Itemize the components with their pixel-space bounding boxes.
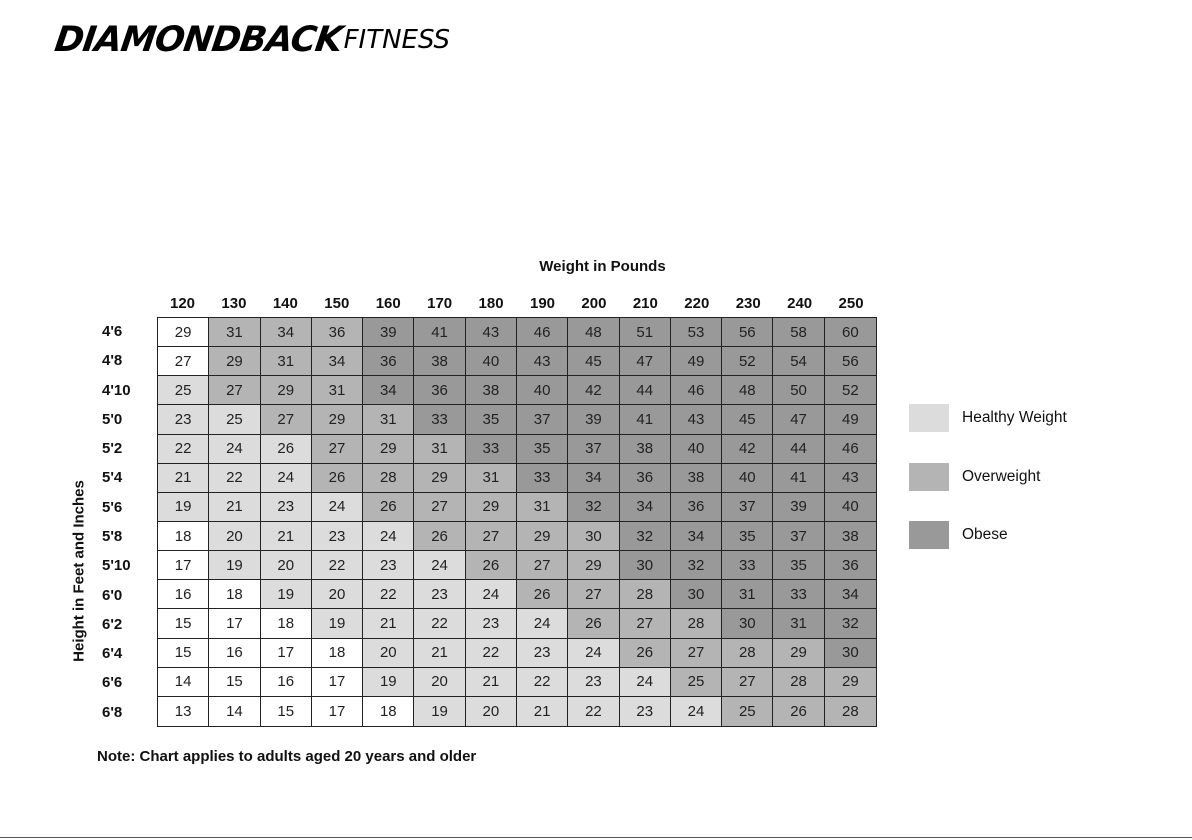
bmi-cell: 27 [209,376,260,405]
bmi-cell: 38 [620,435,671,464]
bmi-cell: 32 [825,609,876,638]
bmi-cell: 23 [620,697,671,726]
bmi-cell: 22 [209,464,260,493]
x-axis-title: Weight in Pounds [539,258,666,275]
legend-swatch-obese [909,521,949,549]
bmi-cell: 18 [209,580,260,609]
bmi-cell: 40 [722,464,773,493]
bmi-cell: 33 [517,464,568,493]
bmi-cell: 27 [722,668,773,697]
bmi-cell: 30 [825,639,876,668]
bmi-cell: 31 [517,493,568,522]
bmi-cell: 27 [466,522,517,551]
row-header: 6'6 [102,674,123,692]
bmi-cell: 38 [825,522,876,551]
logo-sub-text: FITNESS [343,25,451,55]
bmi-cell: 21 [414,639,465,668]
bmi-cell: 56 [722,318,773,347]
bmi-cell: 50 [773,376,824,405]
bmi-cell: 26 [363,493,414,522]
bmi-cell: 23 [517,639,568,668]
bmi-cell: 26 [312,464,363,493]
bmi-cell: 58 [773,318,824,347]
column-header: 220 [684,295,710,312]
bmi-cell: 29 [466,493,517,522]
bmi-cell: 23 [158,405,209,434]
bmi-cell: 22 [158,435,209,464]
bmi-cell: 31 [414,435,465,464]
column-header: 120 [169,295,196,312]
bmi-cell: 56 [825,347,876,376]
bmi-cell: 25 [722,697,773,726]
bmi-cell: 15 [209,668,260,697]
bmi-cell: 28 [671,609,722,638]
bmi-cell: 40 [466,347,517,376]
bmi-cell: 27 [414,493,465,522]
bmi-cell: 20 [414,668,465,697]
y-axis-title: Height in Feet and Inches [70,480,88,662]
column-header: 190 [529,295,556,312]
bmi-cell: 34 [620,493,671,522]
bmi-cell: 22 [517,668,568,697]
column-header: 200 [581,295,607,312]
bmi-cell: 31 [363,405,414,434]
bmi-cell: 40 [671,435,722,464]
bmi-cell: 52 [722,347,773,376]
chart-note: Note: Chart applies to adults aged 20 years and older [97,748,477,765]
bottom-divider [0,837,1192,838]
bmi-cell: 20 [312,580,363,609]
bmi-cell: 37 [722,493,773,522]
bmi-cell: 30 [671,580,722,609]
row-header: 5'6 [102,498,123,516]
bmi-cell: 23 [568,668,619,697]
bmi-cell: 23 [466,609,517,638]
row-header: 5'2 [102,440,123,458]
bmi-cell: 29 [261,376,312,405]
bmi-cell: 18 [261,609,312,638]
bmi-cell: 34 [261,318,312,347]
bmi-cell: 26 [773,697,824,726]
bmi-cell: 24 [312,493,363,522]
bmi-cell: 37 [773,522,824,551]
bmi-cell: 48 [568,318,619,347]
bmi-cell: 60 [825,318,876,347]
bmi-cell: 18 [363,697,414,726]
row-header: 6'2 [102,615,123,633]
logo-main-text: DIAMONDBACK [52,20,345,60]
bmi-cell: 31 [209,318,260,347]
bmi-cell: 24 [517,609,568,638]
column-header: 180 [478,295,504,312]
bmi-cell: 28 [722,639,773,668]
bmi-cell: 15 [158,639,209,668]
bmi-cell: 26 [517,580,568,609]
bmi-cell: 17 [158,551,209,580]
bmi-cell: 40 [517,376,568,405]
bmi-cell: 14 [158,668,209,697]
bmi-cell: 27 [312,435,363,464]
bmi-cell: 25 [671,668,722,697]
bmi-cell: 22 [414,609,465,638]
row-header: 6'8 [102,703,123,721]
bmi-cell: 30 [620,551,671,580]
bmi-cell: 31 [773,609,824,638]
bmi-cell: 16 [158,580,209,609]
bmi-cell: 16 [261,668,312,697]
bmi-cell: 32 [671,551,722,580]
bmi-cell: 25 [209,405,260,434]
bmi-cell: 41 [773,464,824,493]
bmi-cell: 29 [825,668,876,697]
bmi-cell: 27 [517,551,568,580]
column-header: 160 [375,295,401,312]
row-header: 4'10 [102,381,131,399]
bmi-cell: 37 [517,405,568,434]
legend-label-overweight: Overweight [962,468,1041,485]
bmi-cell: 24 [261,464,312,493]
bmi-cell: 25 [158,376,209,405]
bmi-cell: 36 [414,376,465,405]
bmi-cell: 34 [312,347,363,376]
bmi-cell: 23 [261,493,312,522]
bmi-cell: 45 [722,405,773,434]
row-header: 5'4 [102,469,123,487]
bmi-cell: 31 [261,347,312,376]
bmi-cell: 30 [722,609,773,638]
bmi-cell: 33 [466,435,517,464]
bmi-cell: 23 [414,580,465,609]
bmi-cell: 28 [773,668,824,697]
bmi-cell: 33 [414,405,465,434]
column-header: 230 [735,295,761,312]
row-header: 5'10 [102,557,131,575]
bmi-cell: 13 [158,697,209,726]
bmi-cell: 28 [363,464,414,493]
bmi-cell: 52 [825,376,876,405]
bmi-cell: 42 [568,376,619,405]
bmi-cell: 19 [158,493,209,522]
bmi-cell: 31 [312,376,363,405]
row-header: 5'8 [102,528,123,545]
bmi-cell: 29 [414,464,465,493]
bmi-cell: 19 [414,697,465,726]
bmi-cell: 36 [312,318,363,347]
bmi-cell: 26 [414,522,465,551]
column-header: 240 [787,295,813,312]
legend-swatch-overweight [909,463,949,491]
column-header: 170 [427,295,453,312]
legend-swatch-healthy [909,404,949,432]
bmi-cell: 54 [773,347,824,376]
bmi-cell: 51 [620,318,671,347]
bmi-cell: 21 [261,522,312,551]
bmi-cell: 34 [568,464,619,493]
bmi-cell: 21 [517,697,568,726]
bmi-cell: 35 [722,522,773,551]
bmi-cell: 34 [363,376,414,405]
bmi-cell: 24 [414,551,465,580]
bmi-cell: 17 [209,609,260,638]
bmi-cell: 48 [722,376,773,405]
bmi-cell: 38 [466,376,517,405]
bmi-cell: 26 [261,435,312,464]
bmi-cell: 32 [568,493,619,522]
column-header: 150 [324,295,350,312]
bmi-cell: 27 [620,609,671,638]
bmi-table-grid [157,317,877,727]
bmi-cell: 32 [620,522,671,551]
row-header: 6'0 [102,586,123,604]
bmi-cell: 35 [773,551,824,580]
bmi-cell: 49 [671,347,722,376]
bmi-cell: 38 [671,464,722,493]
row-header: 5'0 [102,410,123,428]
bmi-cell: 44 [620,376,671,405]
bmi-cell: 24 [363,522,414,551]
bmi-cell: 21 [466,668,517,697]
bmi-cell: 41 [620,405,671,434]
bmi-cell: 35 [466,405,517,434]
bmi-cell: 42 [722,435,773,464]
bmi-cell: 21 [158,464,209,493]
bmi-cell: 53 [671,318,722,347]
bmi-cell: 49 [825,405,876,434]
bmi-cell: 26 [620,639,671,668]
bmi-cell: 46 [517,318,568,347]
bmi-cell: 29 [209,347,260,376]
bmi-cell: 41 [414,318,465,347]
bmi-cell: 14 [209,697,260,726]
bmi-cell: 24 [209,435,260,464]
bmi-cell: 33 [773,580,824,609]
row-header: 6'4 [102,645,123,663]
bmi-cell: 29 [517,522,568,551]
bmi-cell: 15 [158,609,209,638]
bmi-cell: 24 [620,668,671,697]
bmi-cell: 27 [158,347,209,376]
bmi-cell: 20 [261,551,312,580]
bmi-cell: 15 [261,697,312,726]
brand-logo [52,18,451,60]
bmi-cell: 35 [517,435,568,464]
bmi-cell: 47 [620,347,671,376]
column-header: 140 [272,295,298,312]
bmi-cell: 29 [312,405,363,434]
bmi-cell: 43 [517,347,568,376]
bmi-cell: 19 [363,668,414,697]
bmi-cell: 29 [363,435,414,464]
bmi-cell: 45 [568,347,619,376]
bmi-cell: 43 [671,405,722,434]
bmi-cell: 34 [671,522,722,551]
bmi-cell: 46 [671,376,722,405]
bmi-cell: 36 [671,493,722,522]
legend-label-obese: Obese [962,526,1008,543]
bmi-cell: 31 [466,464,517,493]
bmi-cell: 28 [620,580,671,609]
bmi-cell: 28 [825,697,876,726]
bmi-cell: 19 [312,609,363,638]
bmi-cell: 19 [261,580,312,609]
bmi-cell: 20 [466,697,517,726]
bmi-cell: 17 [312,668,363,697]
legend-label-healthy: Healthy Weight [962,409,1067,426]
bmi-cell: 38 [414,347,465,376]
bmi-cell: 29 [158,318,209,347]
bmi-cell: 47 [773,405,824,434]
bmi-cell: 36 [620,464,671,493]
bmi-cell: 18 [312,639,363,668]
bmi-cell: 19 [209,551,260,580]
bmi-cell: 21 [209,493,260,522]
bmi-cell: 44 [773,435,824,464]
row-header: 4'6 [102,323,123,340]
bmi-cell: 40 [825,493,876,522]
column-header: 130 [221,295,247,312]
bmi-cell: 26 [568,609,619,638]
bmi-cell: 23 [312,522,363,551]
row-header: 4'8 [102,352,123,370]
bmi-cell: 24 [466,580,517,609]
bmi-cell: 36 [363,347,414,376]
bmi-cell: 30 [568,522,619,551]
bmi-cell: 17 [261,639,312,668]
bmi-cell: 43 [825,464,876,493]
bmi-cell: 16 [209,639,260,668]
column-header: 210 [632,295,658,312]
bmi-cell: 23 [363,551,414,580]
bmi-cell: 24 [568,639,619,668]
bmi-cell: 43 [466,318,517,347]
bmi-cell: 24 [671,697,722,726]
bmi-cell: 22 [568,697,619,726]
bmi-cell: 22 [363,580,414,609]
bmi-cell: 21 [363,609,414,638]
bmi-cell: 27 [671,639,722,668]
bmi-cell: 27 [568,580,619,609]
column-header: 250 [838,295,864,312]
bmi-cell: 36 [825,551,876,580]
bmi-cell: 22 [466,639,517,668]
bmi-cell: 34 [825,580,876,609]
bmi-cell: 31 [722,580,773,609]
bmi-cell: 39 [363,318,414,347]
bmi-cell: 26 [466,551,517,580]
bmi-cell: 22 [312,551,363,580]
bmi-cell: 27 [261,405,312,434]
bmi-cell: 20 [363,639,414,668]
bmi-cell: 17 [312,697,363,726]
bmi-cell: 37 [568,435,619,464]
bmi-cell: 29 [568,551,619,580]
bmi-cell: 18 [158,522,209,551]
bmi-cell: 29 [773,639,824,668]
bmi-cell: 39 [773,493,824,522]
bmi-cell: 33 [722,551,773,580]
bmi-cell: 20 [209,522,260,551]
bmi-cell: 39 [568,405,619,434]
bmi-cell: 46 [825,435,876,464]
